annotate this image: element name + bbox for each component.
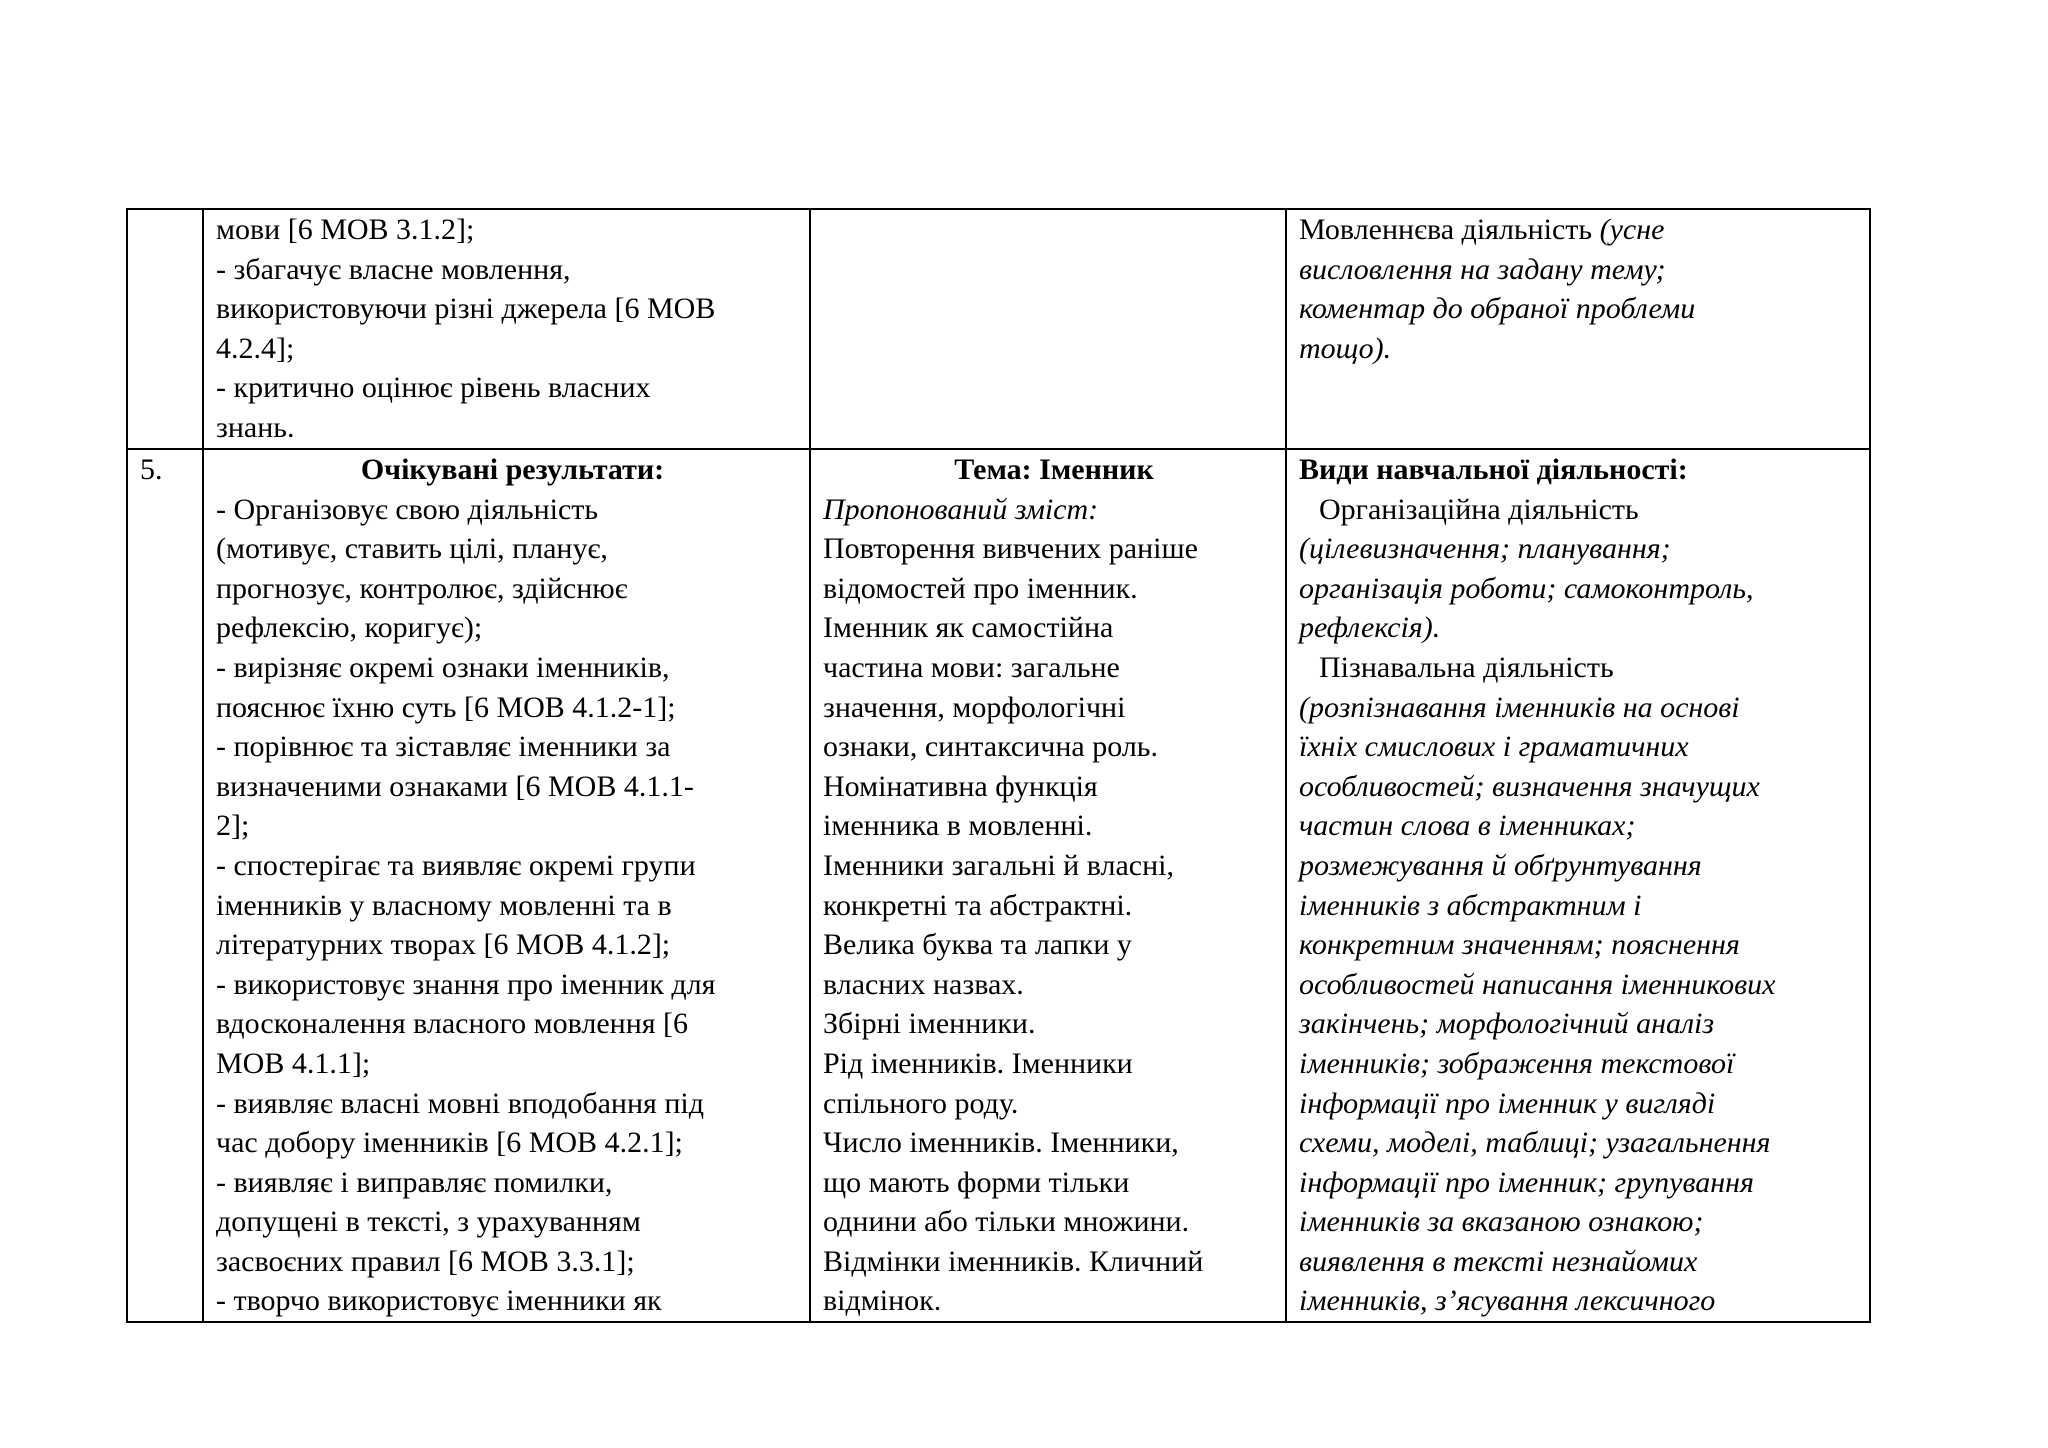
result-line: - спостерігає та виявляє окремі групи xyxy=(216,848,696,882)
result-line: використовуючи різні джерела [6 МОВ xyxy=(216,292,716,326)
activity-line xyxy=(1299,210,1869,250)
activity-heading: Види навчальної діяльності: xyxy=(1299,453,1688,486)
result-line: - збагачує власне мовлення, xyxy=(216,252,571,286)
speech-activity-label: Мовленнєва діяльність xyxy=(1299,213,1600,246)
activity-note-line: тощо). xyxy=(1299,331,1392,365)
result-line: (мотивує, ставить цілі, планує, xyxy=(216,532,608,566)
activity-note-line: інформації про іменник у вигляді xyxy=(1299,1086,1716,1120)
content-line: ознаки, синтаксична роль. xyxy=(823,730,1158,764)
content-subheading: Пропонований зміст: xyxy=(823,492,1099,526)
content-line: Повторення вивчених раніше xyxy=(823,532,1198,566)
result-line: - вирізняє окремі ознаки іменників, xyxy=(216,650,670,684)
activity-note-line: схеми, моделі, таблиці; узагальнення xyxy=(1299,1126,1771,1160)
activity-note-line: (розпізнавання іменників на основі xyxy=(1299,690,1740,724)
content-line: Відмінки іменників. Кличний xyxy=(823,1244,1204,1278)
speech-activity-note: (усне xyxy=(1599,213,1665,246)
table-row xyxy=(127,209,1870,449)
result-line: рефлексію, коригує); xyxy=(216,611,483,645)
content-line: власних назвах. xyxy=(823,967,1024,1001)
content-line: частина мови: загальне xyxy=(823,650,1120,684)
result-line: - творчо використовує іменники як xyxy=(216,1284,662,1318)
content-line: Число іменників. Іменники, xyxy=(823,1126,1179,1160)
result-line: засвоєних правил [6 МОВ 3.3.1]; xyxy=(216,1244,635,1278)
activity-note-line: іменників за вказаною ознакою; xyxy=(1299,1205,1704,1239)
content-line: іменника в мовленні. xyxy=(823,809,1093,843)
result-line: літературних творах [6 МОВ 4.1.2]; xyxy=(216,928,671,962)
cognitive-activity-label: Пізнавальна діяльність xyxy=(1319,650,1614,684)
result-line: 4.2.4]; xyxy=(216,331,295,365)
result-line: прогнозує, контролює, здійснює xyxy=(216,571,628,605)
organizational-activity-label: Організаційна діяльність xyxy=(1319,492,1639,526)
expected-results-cell xyxy=(203,449,810,1322)
activity-note-line: рефлексія). xyxy=(1299,611,1441,645)
result-line: - Організовує свою діяльність xyxy=(216,492,599,526)
activity-types-cell xyxy=(1286,449,1870,1322)
result-line: допущені в тексті, з урахуванням xyxy=(216,1205,641,1239)
content-line: спільного роду. xyxy=(823,1086,1019,1120)
table-row xyxy=(127,449,1870,1322)
content-line: Збірні іменники. xyxy=(823,1007,1036,1041)
topic-heading: Тема: Іменник xyxy=(954,453,1154,486)
result-line: 2]; xyxy=(216,809,250,843)
content-line: що мають форми тільки xyxy=(823,1165,1130,1199)
content-line: значення, морфологічні xyxy=(823,690,1126,724)
row-number-cell xyxy=(127,209,203,449)
activity-note-line: розмежування й обґрунтування xyxy=(1299,848,1702,882)
result-line: мови [6 МОВ 3.1.2]; xyxy=(216,213,475,246)
content-cell xyxy=(810,209,1286,449)
content-line: Велика буква та лапки у xyxy=(823,928,1132,962)
result-line: - використовує знання про іменник для xyxy=(216,967,716,1001)
activity-note-line: іменників з абстрактним і xyxy=(1299,888,1642,922)
content-line: Іменники загальні й власні, xyxy=(823,848,1174,882)
content-line: Іменник як самостійна xyxy=(823,611,1114,645)
activity-note-line: висловлення на задану тему; xyxy=(1299,252,1666,286)
activity-note-line: (цілевизначення; планування; xyxy=(1299,532,1671,566)
result-line: пояснює їхню суть [6 МОВ 4.1.2-1]; xyxy=(216,690,676,724)
content-line: однини або тільки множини. xyxy=(823,1205,1190,1239)
result-line: визначеними ознаками [6 МОВ 4.1.1- xyxy=(216,769,694,803)
activity-note-line: особливостей; визначення значущих xyxy=(1299,769,1760,803)
activity-note-line: закінчень; морфологічний аналіз xyxy=(1299,1007,1715,1041)
activity-note-line: інформації про іменник; групування xyxy=(1299,1165,1754,1199)
results-heading: Очікувані результати: xyxy=(360,453,665,486)
result-line: - критично оцінює рівень власних xyxy=(216,371,651,405)
content-line: відмінок. xyxy=(823,1284,942,1318)
result-line: - виявляє і виправляє помилки, xyxy=(216,1165,613,1199)
result-line: іменників у власному мовленні та в xyxy=(216,888,672,922)
result-line: знань. xyxy=(216,410,295,444)
content-line: Номінативна функція xyxy=(823,769,1098,803)
content-line: Рід іменників. Іменники xyxy=(823,1046,1133,1080)
content-line: відомостей про іменник. xyxy=(823,571,1138,605)
activity-note-line: коментар до обраної проблеми xyxy=(1299,292,1696,326)
activity-note-line: іменників; зображення текстової xyxy=(1299,1046,1735,1080)
activity-note-line: їхніх смислових і граматичних xyxy=(1299,730,1689,764)
activity-note-line: конкретним значенням; пояснення xyxy=(1299,928,1740,962)
activity-note-line: організація роботи; самоконтроль, xyxy=(1299,571,1754,605)
result-line: час добору іменників [6 МОВ 4.2.1]; xyxy=(216,1126,683,1160)
curriculum-table xyxy=(126,208,1871,1323)
row-number-cell: 5. xyxy=(127,449,203,1322)
result-line: МОВ 4.1.1]; xyxy=(216,1046,371,1080)
result-line: - виявляє власні мовні вподобання під xyxy=(216,1086,704,1120)
activity-types-cell xyxy=(1286,209,1870,449)
activity-note-line: виявлення в тексті незнайомих xyxy=(1299,1244,1698,1278)
content-cell xyxy=(810,449,1286,1322)
result-line: вдосконалення власного мовлення [6 xyxy=(216,1007,689,1041)
expected-results-cell xyxy=(203,209,810,449)
result-line: - порівнює та зіставляє іменники за xyxy=(216,730,671,764)
activity-note-line: особливостей написання іменникових xyxy=(1299,967,1776,1001)
activity-note-line: іменників, з’ясування лексичного xyxy=(1299,1284,1716,1318)
activity-note-line: частин слова в іменниках; xyxy=(1299,809,1636,843)
content-line: конкретні та абстрактні. xyxy=(823,888,1133,922)
